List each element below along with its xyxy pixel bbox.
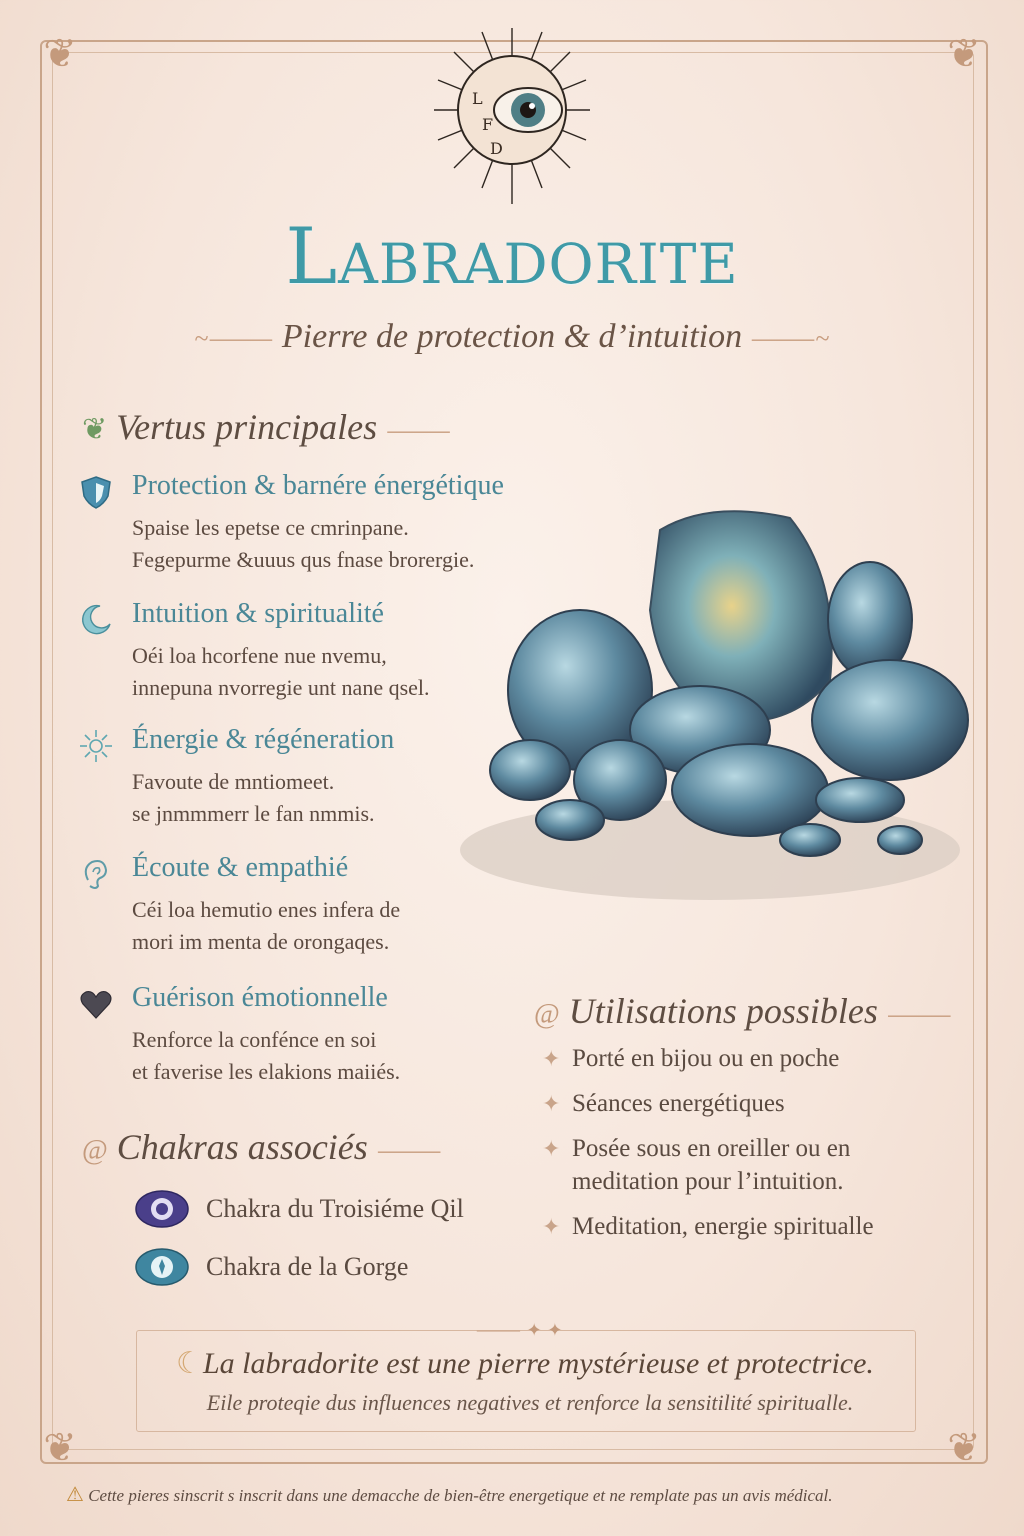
corner-ornament: ❦ bbox=[947, 31, 981, 77]
corner-ornament: ❦ bbox=[43, 1425, 77, 1471]
star-icon: ✦ bbox=[542, 1091, 561, 1116]
corner-ornament: ❦ bbox=[43, 31, 77, 77]
chakras-heading: @ Chakras associés ⸻ bbox=[82, 1127, 442, 1167]
leaf-icon: ❦ bbox=[82, 413, 108, 446]
list-item bbox=[540, 1210, 950, 1243]
list-item bbox=[540, 1042, 950, 1075]
virtue-title: Guérison émotionnelle bbox=[132, 982, 388, 1013]
star-icon: ✦ bbox=[542, 1214, 561, 1239]
uses-heading: @ Utilisations possibles ⸻ bbox=[534, 991, 952, 1031]
subtitle: ~⸻ Pierre de protection & d’intuition ⸻~ bbox=[194, 318, 830, 355]
list-item bbox=[540, 1132, 950, 1198]
chakras-heading-text: Chakras associés bbox=[116, 1127, 368, 1167]
eye-sun-logo bbox=[432, 26, 592, 206]
quote-line-1 bbox=[0, 1346, 1024, 1381]
disclaimer bbox=[66, 1482, 986, 1507]
star-icon: ✦ bbox=[542, 1046, 561, 1071]
use-text: Posée sous en oreiller ou en meditation pour l’intuition. bbox=[572, 1135, 851, 1195]
heart-icon bbox=[78, 986, 114, 1022]
chakra-label: Chakra du Troisiéme Qil bbox=[206, 1194, 464, 1223]
ear-icon bbox=[78, 856, 114, 892]
star-icon: ✦ bbox=[542, 1136, 561, 1161]
disclaimer-text: Cette pieres sinscrit s inscrit dans une demacche de bien-être energetique et ne remplate pas un avis médical. bbox=[88, 1486, 833, 1505]
virtue-title: Protection & barnére énergétique bbox=[132, 470, 504, 501]
swirl-icon: @ bbox=[534, 999, 560, 1030]
corner-ornament: ❦ bbox=[947, 1425, 981, 1471]
uses-list bbox=[540, 1042, 950, 1255]
uses-heading-text: Utilisations possibles bbox=[568, 991, 878, 1031]
virtue-title: Intuition & spiritualité bbox=[132, 598, 384, 629]
shield-icon bbox=[78, 474, 114, 510]
virtues-heading: ❦ Vertus principales ⸻ bbox=[82, 407, 451, 447]
page-title: Labradorite bbox=[285, 212, 739, 302]
virtue-title: Écoute & empathié bbox=[132, 852, 349, 883]
list-item bbox=[540, 1087, 950, 1120]
warning-icon: ⚠ bbox=[66, 1484, 84, 1506]
chakra-label: Chakra de la Gorge bbox=[206, 1252, 409, 1281]
third-eye-chakra-icon bbox=[134, 1188, 190, 1230]
virtue-item bbox=[78, 982, 578, 1088]
stars-ornament: ⸻ ✦ ✦ bbox=[476, 1320, 563, 1341]
quote-line-1-text: La labradorite est une pierre mystérieuse et protectrice. bbox=[202, 1347, 874, 1380]
virtue-text: Oéi loa hcorfene nue nvemu, innepuna nvorregie unt nane qsel. bbox=[132, 643, 430, 700]
crescent-moon-icon: ☾ bbox=[176, 1347, 203, 1380]
sun-icon bbox=[78, 728, 114, 764]
virtue-text: Céi loa hemutio enes infera de mori im menta de orongaqes. bbox=[132, 897, 401, 954]
virtue-text: Spaise les epetse ce cmrinpane. Fegepurme &uuus qus fnase brorergie. bbox=[132, 515, 475, 572]
virtues-heading-text: Vertus principales bbox=[116, 407, 378, 447]
moon-icon bbox=[78, 602, 114, 638]
swirl-icon: @ bbox=[82, 1135, 108, 1166]
logo-letter-d: D bbox=[490, 139, 503, 158]
virtue-title: Énergie & régéneration bbox=[132, 724, 395, 755]
throat-chakra-icon bbox=[134, 1246, 190, 1288]
subtitle-text: Pierre de protection & d’intuition bbox=[281, 318, 743, 355]
logo-letter-l: L bbox=[472, 89, 483, 108]
labradorite-stones-illustration bbox=[460, 490, 980, 910]
virtue-text: Favoute de mntiomeet. se jnmmmerr le fan nmmis. bbox=[132, 769, 375, 826]
use-text: Séances energétiques bbox=[572, 1090, 785, 1117]
use-text: Porté en bijou ou en poche bbox=[572, 1045, 840, 1072]
virtue-text: Renforce la confénce en soi et faverise les elakions maiiés. bbox=[132, 1027, 401, 1084]
use-text: Meditation, energie spiritualle bbox=[572, 1213, 874, 1240]
logo-letter-f: F bbox=[482, 115, 494, 134]
quote-line-2: Eile proteqie dus influences negatives et renforce la sensitilité spiritualle. bbox=[206, 1390, 854, 1415]
